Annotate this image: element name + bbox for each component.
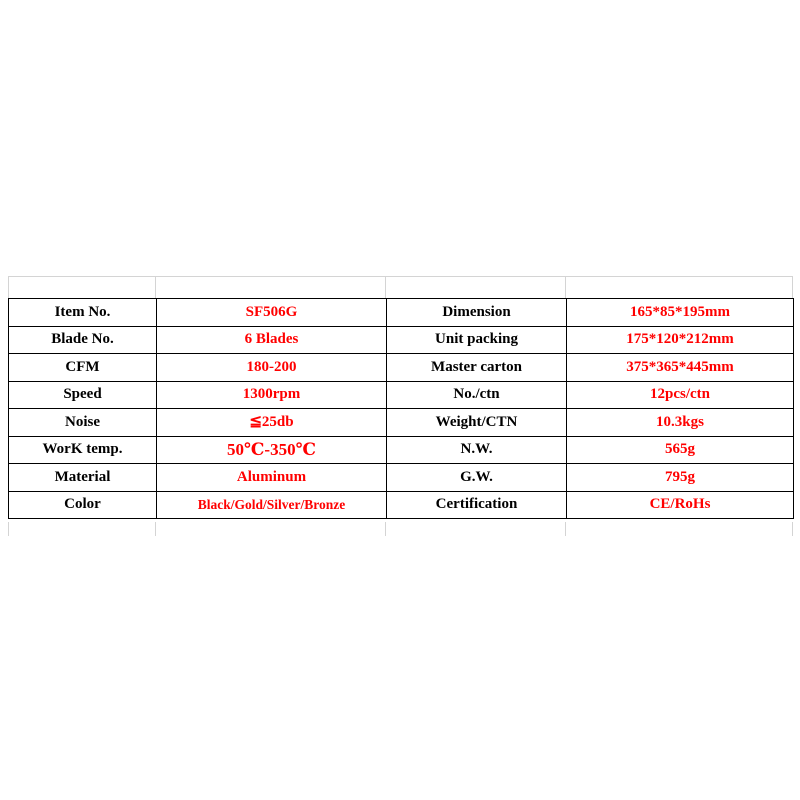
spec-value-cell: ≦25db: [157, 409, 387, 437]
spec-label-cell: CFM: [9, 354, 157, 382]
spec-table: [8, 298, 794, 519]
spec-value-cell: 180-200: [157, 354, 387, 382]
spec-value-cell: Aluminum: [157, 464, 387, 492]
spec-value-cell: 1300rpm: [157, 381, 387, 409]
grid-line: [8, 276, 793, 277]
table-row: [9, 381, 794, 409]
table-row: [9, 354, 794, 382]
spec-value-cell: 375*365*445mm: [567, 354, 794, 382]
grid-line: [385, 522, 386, 536]
spec-label-cell: Master carton: [387, 354, 567, 382]
grid-line: [565, 522, 566, 536]
spec-label-cell: Dimension: [387, 299, 567, 327]
spec-value-cell: 795g: [567, 464, 794, 492]
table-row: [9, 491, 794, 519]
spec-label-cell: Material: [9, 464, 157, 492]
grid-line: [8, 522, 9, 536]
table-row: [9, 326, 794, 354]
spec-value-cell: Black/Gold/Silver/Bronze: [157, 491, 387, 519]
table-row: [9, 409, 794, 437]
table-row: [9, 436, 794, 464]
grid-line: [8, 276, 9, 298]
spec-label-cell: Color: [9, 491, 157, 519]
spec-label-cell: Noise: [9, 409, 157, 437]
spec-label-cell: Item No.: [9, 299, 157, 327]
spec-value-cell: 565g: [567, 436, 794, 464]
table-row: [9, 464, 794, 492]
spec-value-cell: 10.3kgs: [567, 409, 794, 437]
grid-line: [565, 276, 566, 298]
spec-value-cell: 165*85*195mm: [567, 299, 794, 327]
spec-label-cell: G.W.: [387, 464, 567, 492]
spec-value-cell: CE/RoHs: [567, 491, 794, 519]
spec-value-cell: 175*120*212mm: [567, 326, 794, 354]
grid-line: [385, 276, 386, 298]
spec-label-cell: N.W.: [387, 436, 567, 464]
table-row: [9, 299, 794, 327]
spec-value-cell: 50℃-350℃: [157, 436, 387, 464]
spec-value-cell: SF506G: [157, 299, 387, 327]
spec-value-cell: 6 Blades: [157, 326, 387, 354]
spec-label-cell: Weight/CTN: [387, 409, 567, 437]
spec-label-cell: Unit packing: [387, 326, 567, 354]
grid-line: [155, 522, 156, 536]
grid-line: [792, 522, 793, 536]
grid-line: [792, 276, 793, 298]
spec-label-cell: No./ctn: [387, 381, 567, 409]
spec-value-cell: 12pcs/ctn: [567, 381, 794, 409]
spreadsheet-area: [8, 276, 793, 536]
spec-label-cell: WorK temp.: [9, 436, 157, 464]
spec-label-cell: Speed: [9, 381, 157, 409]
spec-label-cell: Blade No.: [9, 326, 157, 354]
spec-label-cell: Certification: [387, 491, 567, 519]
grid-line: [155, 276, 156, 298]
